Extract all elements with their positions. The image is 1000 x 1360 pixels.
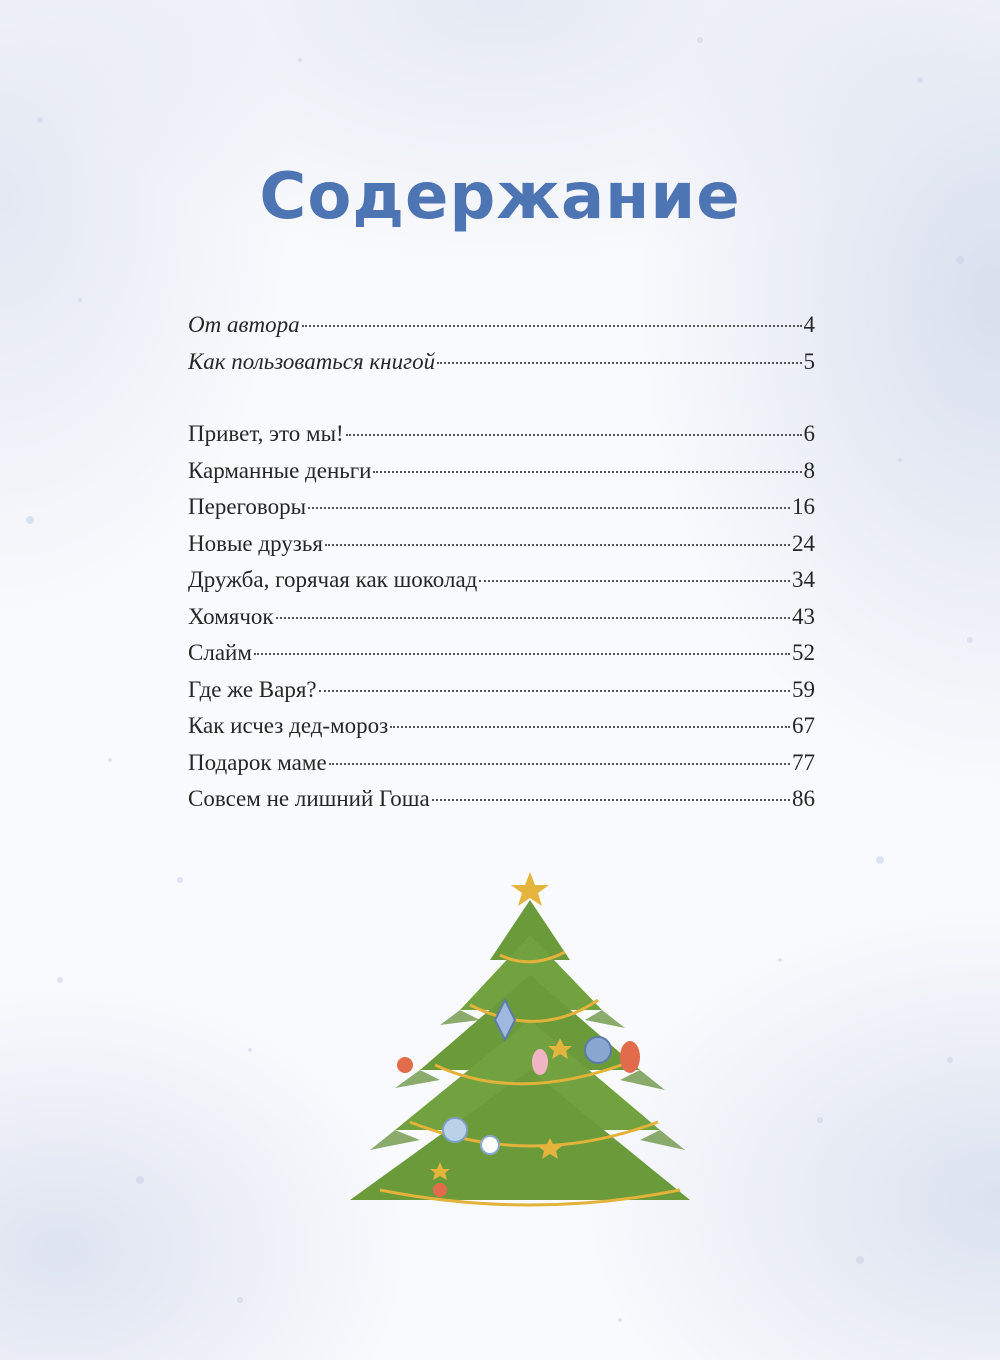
dot-leader (254, 653, 790, 655)
toc-entry[interactable] (188, 421, 815, 458)
toc-entry-title: Как исчез дед-мороз (188, 713, 389, 738)
dot-leader (276, 617, 790, 619)
dot-leader (308, 507, 790, 509)
toc-entry-page: 4 (803, 312, 815, 337)
dot-leader (329, 763, 790, 765)
toc-entry[interactable] (188, 312, 815, 349)
toc-chapter-list (188, 421, 815, 823)
toc-entry-page: 86 (792, 786, 815, 811)
toc-entry[interactable] (188, 786, 815, 823)
toc-entry-title: Привет, это мы! (188, 421, 344, 446)
toc-entry-page: 77 (792, 749, 815, 775)
toc-entry-title: Как пользоваться книгой (188, 348, 436, 374)
toc-entry-title: Слайм (188, 640, 252, 665)
toc-entry-page: 6 (803, 421, 815, 446)
toc-entry-page: 5 (803, 348, 815, 374)
toc-entry-page: 8 (803, 457, 815, 483)
toc-entry-page: 52 (792, 640, 815, 665)
ornament-icon (433, 1183, 447, 1197)
christmas-tree-illustration (340, 860, 700, 1240)
dot-leader (390, 726, 790, 728)
toc-entry-title: Совсем не лишний Гоша (188, 786, 430, 811)
toc-entry[interactable] (188, 604, 815, 641)
dot-leader (373, 471, 801, 473)
dot-leader (346, 434, 802, 436)
dot-leader (479, 580, 790, 582)
dot-leader (437, 362, 801, 364)
toc-entry-title: Хомячок (188, 603, 274, 629)
dot-leader (319, 690, 790, 692)
page-title: Содержание (259, 160, 741, 234)
toc-entry[interactable] (188, 458, 815, 495)
toc-entry-title: Подарок маме (188, 749, 327, 775)
toc-entry-title: Карманные деньги (188, 457, 372, 483)
ornament-icon (532, 1049, 548, 1075)
toc-intro-list (188, 312, 815, 385)
toc-entry[interactable] (188, 567, 815, 604)
ornament-icon (620, 1041, 640, 1073)
toc-entry-page: 16 (792, 494, 815, 519)
dot-leader (302, 325, 802, 327)
toc-entry[interactable] (188, 750, 815, 787)
toc-entry-title: Новые друзья (188, 530, 323, 556)
toc-entry[interactable] (188, 677, 815, 714)
toc-entry-title: От автора (188, 312, 300, 337)
ornament-icon (443, 1118, 467, 1142)
toc-entry-title: Где же Варя? (188, 676, 317, 702)
toc-entry-title: Дружба, горячая как шоколад (188, 567, 478, 592)
toc-entry-page: 59 (792, 676, 815, 702)
toc-entry-title: Переговоры (188, 494, 307, 519)
toc-entry-page: 34 (792, 567, 815, 592)
toc-entry[interactable] (188, 531, 815, 568)
dot-leader (432, 799, 790, 801)
toc-entry-page: 43 (792, 603, 815, 629)
toc-entry[interactable] (188, 713, 815, 750)
toc-entry[interactable] (188, 494, 815, 531)
ornament-icon (481, 1136, 499, 1154)
toc-entry-page: 67 (792, 713, 815, 738)
ornament-icon (397, 1057, 413, 1073)
toc-entry-page: 24 (792, 530, 815, 556)
toc-entry[interactable] (188, 349, 815, 386)
dot-leader (325, 544, 790, 546)
ornament-icon (585, 1037, 611, 1063)
toc-entry[interactable] (188, 640, 815, 677)
